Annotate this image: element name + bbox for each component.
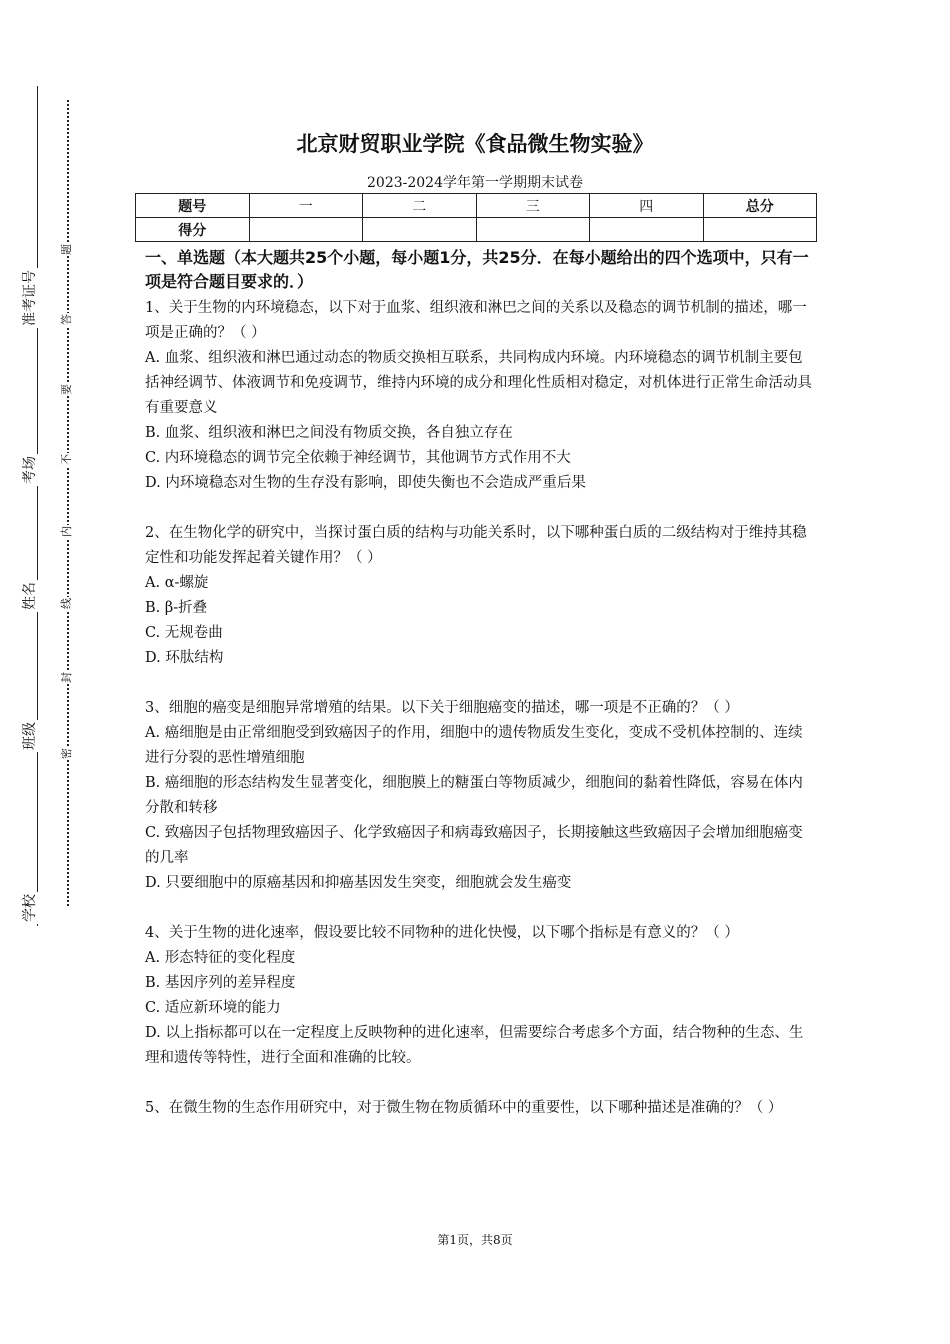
exam-title: 北京财贸职业学院《食品微生物实验》 bbox=[296, 132, 654, 156]
page-footer: 第1页，共8页 bbox=[437, 1233, 513, 1247]
binding-margin bbox=[0, 0, 80, 1344]
question-option: D. 以上指标都可以在一定程度上反映物种的进化速率，但需要综合考虑多个方面，结合物种的生态、生理和遗传等特性，进行全面和准确的比较。 bbox=[145, 1025, 804, 1066]
field-class-label: 班级 bbox=[22, 722, 38, 750]
score-header-cell: 三 bbox=[476, 194, 590, 218]
field-name-label: 姓名 bbox=[22, 582, 38, 610]
score-cell bbox=[476, 218, 590, 242]
question-stem: 4、关于生物的进化速率，假设要比较不同物种的进化快慢，以下哪个指标是有意义的？（ ） bbox=[145, 925, 739, 941]
score-table bbox=[135, 193, 817, 242]
question-option: B. β-折叠 bbox=[145, 600, 208, 616]
exam-subtitle: 2023-2024学年第一学期期末试卷 bbox=[367, 175, 583, 191]
question-option: D. 环肽结构 bbox=[145, 650, 224, 666]
question-option: C. 适应新环境的能力 bbox=[145, 1000, 281, 1016]
question-stem: 3、细胞的癌变是细胞异常增殖的结果。以下关于细胞癌变的描述，哪一项是不正确的？（ ） bbox=[145, 700, 739, 716]
score-cell bbox=[249, 218, 363, 242]
field-exam-room-label: 考场 bbox=[22, 456, 38, 484]
binding-solid-line bbox=[37, 86, 38, 926]
question-stem: 2、在生物化学的研究中，当探讨蛋白质的结构与功能关系时，以下哪种蛋白质的二级结构对于维持其稳定性和功能发挥起着关键作用？（ ） bbox=[145, 525, 807, 566]
question-option: B. 血浆、组织液和淋巴之间没有物质交换，各自独立存在 bbox=[145, 425, 513, 441]
question-option: B. 基因序列的差异程度 bbox=[145, 975, 296, 991]
question-stem: 1、关于生物的内环境稳态，以下对于血浆、组织液和淋巴之间的关系以及稳态的调节机制的描述，哪一项是正确的？（ ） bbox=[145, 300, 807, 341]
question-option: D. 只要细胞中的原癌基因和抑癌基因发生突变，细胞就会发生癌变 bbox=[145, 875, 572, 891]
score-header-cell: 题号 bbox=[136, 194, 250, 218]
question-option: A. α-螺旋 bbox=[145, 575, 209, 591]
question-option: C. 致癌因子包括物理致癌因子、化学致癌因子和病毒致癌因子，长期接触这些致癌因子会增加细胞癌变的几率 bbox=[145, 825, 803, 866]
seal-char: 线 bbox=[60, 598, 73, 609]
score-header-cell: 四 bbox=[590, 194, 704, 218]
score-header-cell: 一 bbox=[249, 194, 363, 218]
section-heading: 一、单选题（本大题共25个小题，每小题1分，共25分．在每小题给出的四个选项中，只有一项是符合题目要求的．） bbox=[145, 248, 809, 291]
score-cell bbox=[363, 218, 477, 242]
exam-content bbox=[145, 246, 815, 1121]
question-option: C. 内环境稳态的调节完全依赖于神经调节，其他调节方式作用不大 bbox=[145, 450, 571, 466]
question-option: A. 癌细胞是由正常细胞受到致癌因子的作用，细胞中的遗传物质发生变化，变成不受机体控制的、连续进行分裂的恶性增殖细胞 bbox=[145, 725, 803, 766]
question-option: B. 癌细胞的形态结构发生显著变化，细胞膜上的糖蛋白等物质减少，细胞间的黏着性降低，容易在体内分散和转移 bbox=[145, 775, 803, 816]
seal-char: 不 bbox=[60, 454, 73, 465]
seal-char: 内 bbox=[60, 526, 73, 537]
question-option: C. 无规卷曲 bbox=[145, 625, 223, 641]
seal-char: 要 bbox=[60, 384, 73, 395]
field-school-label: 学校 bbox=[22, 894, 38, 922]
score-header-cell: 二 bbox=[363, 194, 477, 218]
question-option: A. 形态特征的变化程度 bbox=[145, 950, 296, 966]
score-header-cell: 总分 bbox=[703, 194, 817, 218]
score-table-score-row bbox=[136, 218, 817, 242]
seal-char: 密 bbox=[60, 748, 73, 759]
score-cell bbox=[703, 218, 817, 242]
question-option: D. 内环境稳态对生物的生存没有影响，即使失衡也不会造成严重后果 bbox=[145, 475, 586, 491]
question-option: A. 血浆、组织液和淋巴通过动态的物质交换相互联系，共同构成内环境。内环境稳态的调节机制主要包括神经调节、体液调节和免疫调节，维持内环境的成分和理化性质相对稳定，对机体进行正常生命活动具有重要意义 bbox=[145, 350, 812, 416]
field-exam-number-label: 准考证号 bbox=[22, 270, 38, 326]
score-table-header-row bbox=[136, 194, 817, 218]
question-stem: 5、在微生物的生态作用研究中，对于微生物在物质循环中的重要性，以下哪种描述是准确的？（ ） bbox=[145, 1100, 783, 1116]
seal-char: 封 bbox=[60, 672, 73, 683]
score-row-label: 得分 bbox=[136, 218, 250, 242]
binding-dotted-line bbox=[67, 100, 69, 906]
seal-char: 题 bbox=[60, 244, 73, 255]
seal-char: 答 bbox=[60, 314, 73, 325]
score-cell bbox=[590, 218, 704, 242]
